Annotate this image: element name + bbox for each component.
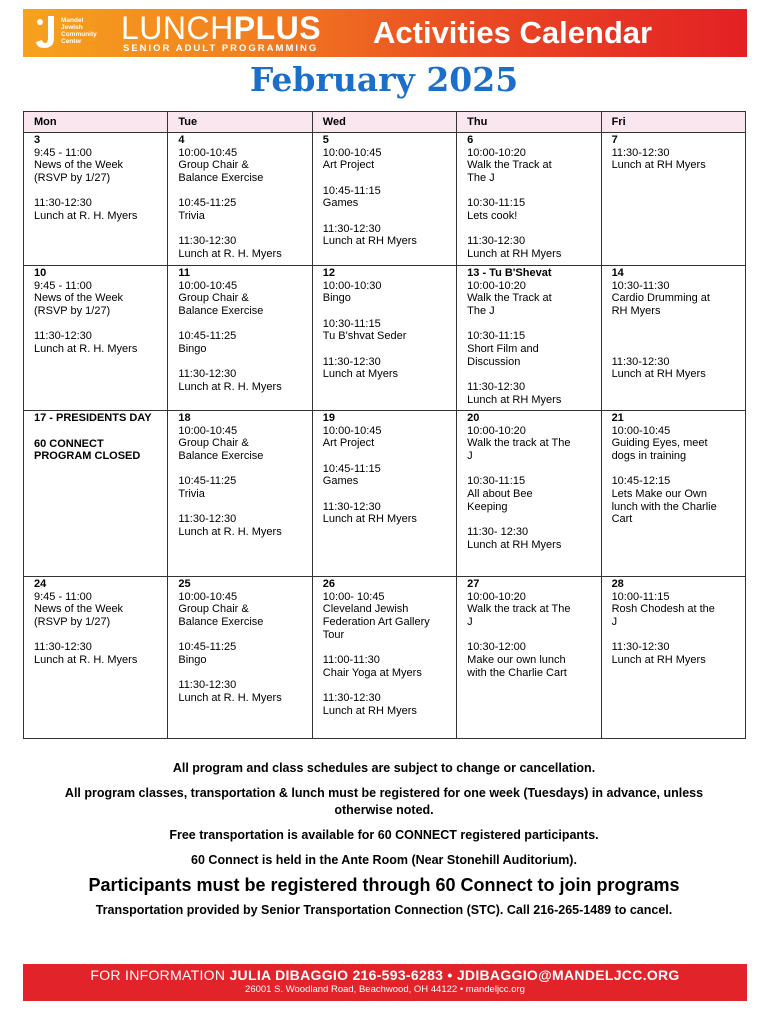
event-block bbox=[323, 692, 450, 717]
event-time: 10:00-10:20 bbox=[467, 424, 526, 437]
event-time: 11:30-12:30 bbox=[34, 330, 92, 343]
calendar-day-cell bbox=[24, 266, 168, 411]
note-transportation: Transportation provided by Senior Transportation Connection (STC). Call 216-265-1489 to cancel. bbox=[95, 903, 673, 917]
event-description: Lunch at R. H. Myers bbox=[34, 343, 138, 356]
event-description: Lunch at RH Myers bbox=[611, 159, 706, 172]
event-block bbox=[612, 475, 739, 526]
event-block bbox=[178, 591, 305, 629]
day-header-tue: Tue bbox=[168, 112, 312, 133]
event-time: 11:30-12:30 bbox=[322, 691, 381, 704]
day-number: 13 - Tu B'Shevat bbox=[467, 267, 552, 279]
event-time: 10:00-10:20 bbox=[467, 590, 526, 603]
day-header-fri: Fri bbox=[601, 112, 745, 133]
day-number: 26 bbox=[322, 578, 336, 590]
event-time: 11:30-12:30 bbox=[611, 146, 670, 159]
event-block bbox=[467, 197, 594, 222]
day-number: 6 bbox=[467, 134, 474, 146]
event-block bbox=[178, 368, 305, 393]
event-description: Discussion bbox=[467, 355, 521, 368]
event-description: Tour bbox=[322, 628, 345, 641]
day-number: 25 bbox=[178, 578, 191, 590]
event-block bbox=[323, 501, 450, 526]
calendar-day-cell bbox=[168, 411, 312, 577]
event-description: Guiding Eyes, meet bbox=[611, 437, 708, 450]
calendar-day-cell bbox=[601, 133, 745, 266]
calendar-week-row bbox=[24, 133, 746, 266]
day-number: 4 bbox=[178, 134, 185, 146]
event-description: Lunch at R. H. Myers bbox=[178, 525, 282, 538]
event-description: Games bbox=[322, 475, 359, 488]
calendar-day-cell bbox=[24, 133, 168, 266]
day-number: 19 bbox=[322, 412, 336, 424]
event-description: Lunch at RH Myers bbox=[467, 393, 562, 406]
event-time: 11:30-12:30 bbox=[322, 500, 381, 513]
calendar-week-row bbox=[24, 411, 746, 577]
event-description: Lets Make our Own bbox=[611, 488, 707, 501]
day-number: 20 bbox=[467, 412, 480, 424]
event-block bbox=[612, 356, 739, 381]
calendar-day-cell bbox=[24, 577, 168, 739]
event-description: lunch with the Charlie bbox=[611, 500, 717, 513]
event-block bbox=[34, 330, 161, 355]
event-description: Bingo bbox=[178, 343, 207, 356]
event-description: Bingo bbox=[178, 654, 207, 667]
day-number: 18 bbox=[178, 412, 191, 424]
event-block bbox=[178, 425, 305, 463]
day-number: 12 bbox=[322, 267, 336, 279]
event-time: 11:00-11:30 bbox=[322, 654, 380, 667]
event-time: 10:30-11:15 bbox=[467, 197, 526, 210]
day-number: 28 bbox=[611, 578, 624, 590]
calendar-header-row bbox=[24, 112, 746, 133]
month-title: February 2025 bbox=[249, 60, 519, 99]
day-header-thu: Thu bbox=[457, 112, 601, 133]
event-block bbox=[467, 147, 594, 185]
event-time: 11:30-12:30 bbox=[178, 513, 237, 526]
event-time: 10:00-10:20 bbox=[467, 146, 526, 159]
event-time: 10:00- 10:45 bbox=[322, 590, 385, 603]
event-time: 10:00-10:30 bbox=[322, 279, 382, 292]
calendar-day-cell bbox=[601, 577, 745, 739]
event-description: Make our own lunch bbox=[467, 654, 566, 667]
event-block bbox=[34, 147, 161, 185]
event-time: 10:30-11:30 bbox=[611, 279, 670, 292]
event-description: All about Bee bbox=[467, 488, 533, 501]
notes-section bbox=[0, 760, 768, 927]
event-description: Lunch at R. H. Myers bbox=[34, 654, 138, 667]
event-time: 10:30-11:15 bbox=[467, 330, 526, 343]
event-time: 11:30-12:30 bbox=[178, 235, 237, 248]
event-time: 10:00-10:45 bbox=[322, 146, 382, 159]
event-description: Lunch at RH Myers bbox=[322, 235, 417, 248]
footer-contact-line bbox=[23, 967, 747, 983]
footer-contact: JULIA DIBAGGIO 216-593-6283 • JDIBAGGIO@MANDELJCC.ORG bbox=[229, 967, 680, 983]
event-description: Balance Exercise bbox=[178, 172, 264, 185]
event-block bbox=[323, 185, 450, 210]
event-time: 10:45-11:25 bbox=[178, 475, 237, 488]
day-number: 7 bbox=[611, 134, 618, 146]
event-description: Art Project bbox=[322, 159, 375, 172]
event-description: Short Film and bbox=[467, 343, 539, 356]
event-description: (RSVP by 1/27) bbox=[34, 305, 111, 318]
event-description: Keeping bbox=[467, 500, 508, 513]
event-description: Lunch at RH Myers bbox=[322, 513, 417, 526]
event-description: Chair Yoga at Myers bbox=[322, 666, 422, 679]
calendar-day-cell bbox=[601, 411, 745, 577]
event-time: 9:45 - 11:00 bbox=[34, 279, 92, 292]
event-block bbox=[178, 513, 305, 538]
event-time: 10:45-12:15 bbox=[611, 475, 671, 488]
event-description: Cleveland Jewish bbox=[322, 603, 409, 616]
event-time: 10:30-11:15 bbox=[322, 317, 381, 330]
brand-subtitle: SENIOR ADULT PROGRAMMING bbox=[123, 43, 319, 54]
event-description: Cart bbox=[611, 513, 633, 526]
event-time: 11:30-12:30 bbox=[322, 222, 381, 235]
event-description: News of the Week bbox=[34, 292, 124, 305]
note-line: All program and class schedules are subject to change or cancellation. bbox=[172, 761, 596, 775]
event-block bbox=[467, 591, 594, 629]
brand-light: LUNCH bbox=[121, 10, 234, 46]
event-description: Group Chair & bbox=[178, 159, 249, 172]
event-description: Group Chair & bbox=[178, 292, 249, 305]
event-block bbox=[323, 318, 450, 343]
event-block bbox=[612, 147, 739, 172]
event-block bbox=[323, 280, 450, 305]
day-header-wed: Wed bbox=[312, 112, 456, 133]
event-block bbox=[323, 654, 450, 679]
event-block bbox=[178, 235, 305, 260]
event-description: Lunch at RH Myers bbox=[611, 654, 706, 667]
event-block bbox=[467, 475, 594, 513]
event-block bbox=[323, 425, 450, 450]
event-block bbox=[178, 679, 305, 704]
event-time: 10:00-10:45 bbox=[178, 279, 238, 292]
event-description: Games bbox=[322, 197, 359, 210]
day-number: 10 bbox=[34, 267, 47, 279]
event-block bbox=[178, 475, 305, 500]
event-time: 11:30- 12:30 bbox=[467, 525, 529, 538]
event-block bbox=[178, 330, 305, 355]
event-block bbox=[467, 641, 594, 679]
event-description: Cardio Drumming at bbox=[611, 292, 710, 305]
event-time: 10:00-10:45 bbox=[611, 424, 671, 437]
calendar-day-cell bbox=[24, 411, 168, 577]
jcc-logo-icon bbox=[34, 14, 58, 50]
event-description: Tu B'shvat Seder bbox=[322, 330, 407, 343]
event-time: 10:00-11:15 bbox=[611, 590, 670, 603]
event-block bbox=[178, 641, 305, 666]
event-description: RH Myers bbox=[611, 305, 661, 318]
event-description: Lunch at R. H. Myers bbox=[178, 691, 282, 704]
event-block bbox=[467, 425, 594, 463]
event-time: 11:30-12:30 bbox=[34, 197, 92, 210]
event-block bbox=[323, 591, 450, 642]
day-number: 17 - PRESIDENTS DAY bbox=[34, 412, 152, 424]
event-time: 10:45-11:15 bbox=[322, 462, 381, 475]
day-number: 11 bbox=[178, 267, 191, 279]
event-description: dogs in training bbox=[611, 450, 687, 463]
event-description: Lunch at RH Myers bbox=[611, 368, 706, 381]
event-block bbox=[612, 591, 739, 629]
event-description: Balance Exercise bbox=[178, 305, 264, 318]
event-block bbox=[178, 147, 305, 185]
event-block bbox=[467, 381, 594, 406]
event-block bbox=[323, 356, 450, 381]
event-description: Group Chair & bbox=[178, 603, 249, 616]
event-description: (RSVP by 1/27) bbox=[34, 616, 111, 629]
event-time: 11:30-12:30 bbox=[467, 380, 526, 393]
calendar-week-row bbox=[24, 266, 746, 411]
event-time: 10:45-11:25 bbox=[178, 330, 237, 343]
event-block bbox=[34, 197, 161, 222]
calendar-day-cell bbox=[312, 411, 456, 577]
event-block bbox=[612, 425, 739, 463]
event-time: 11:30-12:30 bbox=[611, 641, 670, 654]
event-description: Lunch at RH Myers bbox=[467, 538, 562, 551]
event-time: 9:45 - 11:00 bbox=[34, 146, 92, 159]
calendar-day-cell bbox=[312, 133, 456, 266]
calendar-day-cell bbox=[601, 266, 745, 411]
calendar-day-cell bbox=[457, 266, 601, 411]
event-description: Trivia bbox=[178, 210, 205, 223]
event-description: (RSVP by 1/27) bbox=[34, 172, 111, 185]
calendar-day-cell bbox=[457, 577, 601, 739]
calendar-day-cell bbox=[168, 577, 312, 739]
calendar-day-cell bbox=[168, 133, 312, 266]
event-time: 9:45 - 11:00 bbox=[34, 590, 92, 603]
event-description: Group Chair & bbox=[178, 437, 249, 450]
event-description: Lets cook! bbox=[467, 210, 518, 223]
event-time: 10:30-11:15 bbox=[467, 475, 526, 488]
brand-name bbox=[121, 10, 321, 46]
event-time: 11:30-12:30 bbox=[178, 679, 237, 692]
calendar-day-cell bbox=[312, 266, 456, 411]
event-block bbox=[467, 280, 594, 318]
event-block bbox=[178, 197, 305, 222]
event-description: Walk the Track at bbox=[467, 159, 552, 172]
note-line: Free transportation is available for 60 CONNECT registered participants. bbox=[169, 828, 599, 842]
day-number: 21 bbox=[611, 412, 624, 424]
footer-prefix: FOR INFORMATION bbox=[90, 967, 230, 983]
event-block bbox=[178, 280, 305, 318]
event-block bbox=[612, 330, 739, 343]
calendar-table bbox=[23, 111, 746, 739]
event-description: Balance Exercise bbox=[178, 450, 264, 463]
header-banner bbox=[23, 9, 747, 57]
event-time: 11:30-12:30 bbox=[611, 355, 670, 368]
event-description: Walk the track at The bbox=[467, 437, 571, 450]
day-number: 3 bbox=[34, 134, 41, 146]
day-number: 27 bbox=[467, 578, 480, 590]
calendar-week-row bbox=[24, 577, 746, 739]
event-description: Walk the track at The bbox=[467, 603, 571, 616]
event-time: 10:00-10:45 bbox=[178, 146, 238, 159]
event-time: 11:30-12:30 bbox=[322, 355, 381, 368]
event-description: Rosh Chodesh at the bbox=[611, 603, 715, 616]
event-description: Lunch at R. H. Myers bbox=[34, 210, 138, 223]
event-description: Federation Art Gallery bbox=[322, 616, 430, 629]
day-header-mon: Mon bbox=[24, 112, 168, 133]
event-time: 10:30-12:00 bbox=[467, 641, 526, 654]
event-block bbox=[323, 223, 450, 248]
event-description: Lunch at RH Myers bbox=[322, 704, 417, 717]
event-description: News of the Week bbox=[34, 603, 124, 616]
note-line: 60 Connect is held in the Ante Room (Near Stonehill Auditorium). bbox=[191, 853, 577, 867]
event-description: Lunch at R. H. Myers bbox=[178, 247, 282, 260]
event-block bbox=[467, 526, 594, 551]
event-block bbox=[323, 147, 450, 172]
event-description: J bbox=[467, 616, 473, 629]
event-description: Balance Exercise bbox=[178, 616, 264, 629]
day-number: 5 bbox=[322, 134, 329, 146]
event-time: 11:30-12:30 bbox=[34, 641, 92, 654]
event-time: 11:30-12:30 bbox=[467, 235, 526, 248]
event-description: Lunch at RH Myers bbox=[467, 247, 562, 260]
day-number: 14 bbox=[611, 267, 624, 279]
event-time: 10:00-10:20 bbox=[467, 279, 526, 292]
event-block bbox=[467, 330, 594, 368]
event-description: The J bbox=[467, 305, 495, 318]
closed-notice: 60 CONNECT PROGRAM CLOSED bbox=[34, 437, 141, 463]
note-line: All program classes, transportation & lunch must be registered for one week (Tuesdays) in advance, unless otherwise noted. bbox=[64, 786, 704, 817]
event-time: 10:45-11:15 bbox=[322, 184, 381, 197]
event-description: Trivia bbox=[178, 488, 205, 501]
footer-banner bbox=[23, 964, 747, 1001]
calendar-day-cell bbox=[457, 133, 601, 266]
event-block bbox=[34, 641, 161, 666]
event-time: 11:30-12:30 bbox=[178, 368, 237, 381]
event-block bbox=[467, 235, 594, 260]
event-description: Walk the Track at bbox=[467, 292, 552, 305]
event-block bbox=[612, 280, 739, 318]
event-description: Art Project bbox=[322, 437, 375, 450]
calendar-day-cell bbox=[168, 266, 312, 411]
event-description: Lunch at R. H. Myers bbox=[178, 380, 282, 393]
day-number: 24 bbox=[34, 578, 47, 590]
event-time: 10:45-11:25 bbox=[178, 641, 237, 654]
event-description: J bbox=[467, 450, 473, 463]
event-description: Lunch at Myers bbox=[322, 368, 398, 381]
event-description: News of the Week bbox=[34, 159, 124, 172]
event-time: 10:00-10:45 bbox=[178, 424, 238, 437]
brand-bold: PLUS bbox=[233, 10, 322, 46]
event-block bbox=[612, 641, 739, 666]
banner-title: Activities Calendar bbox=[373, 15, 653, 50]
event-block bbox=[34, 591, 161, 629]
event-block bbox=[323, 463, 450, 488]
footer-address: 26001 S. Woodland Road, Beachwood, OH 44122 • mandeljcc.org bbox=[245, 984, 525, 995]
event-description: J bbox=[611, 616, 618, 629]
note-registration: Participants must be registered through 60 Connect to join programs bbox=[88, 875, 680, 895]
calendar-day-cell bbox=[457, 411, 601, 577]
calendar-day-cell bbox=[312, 577, 456, 739]
event-block bbox=[34, 280, 161, 318]
event-time: 10:45-11:25 bbox=[178, 197, 237, 210]
event-description: The J bbox=[467, 172, 495, 185]
event-description: Bingo bbox=[322, 292, 351, 305]
event-time: 10:00-10:45 bbox=[322, 424, 382, 437]
logo-text: Mandel Jewish Community Center bbox=[61, 17, 97, 45]
event-description: with the Charlie Cart bbox=[467, 666, 567, 679]
event-time: 10:00-10:45 bbox=[178, 590, 238, 603]
